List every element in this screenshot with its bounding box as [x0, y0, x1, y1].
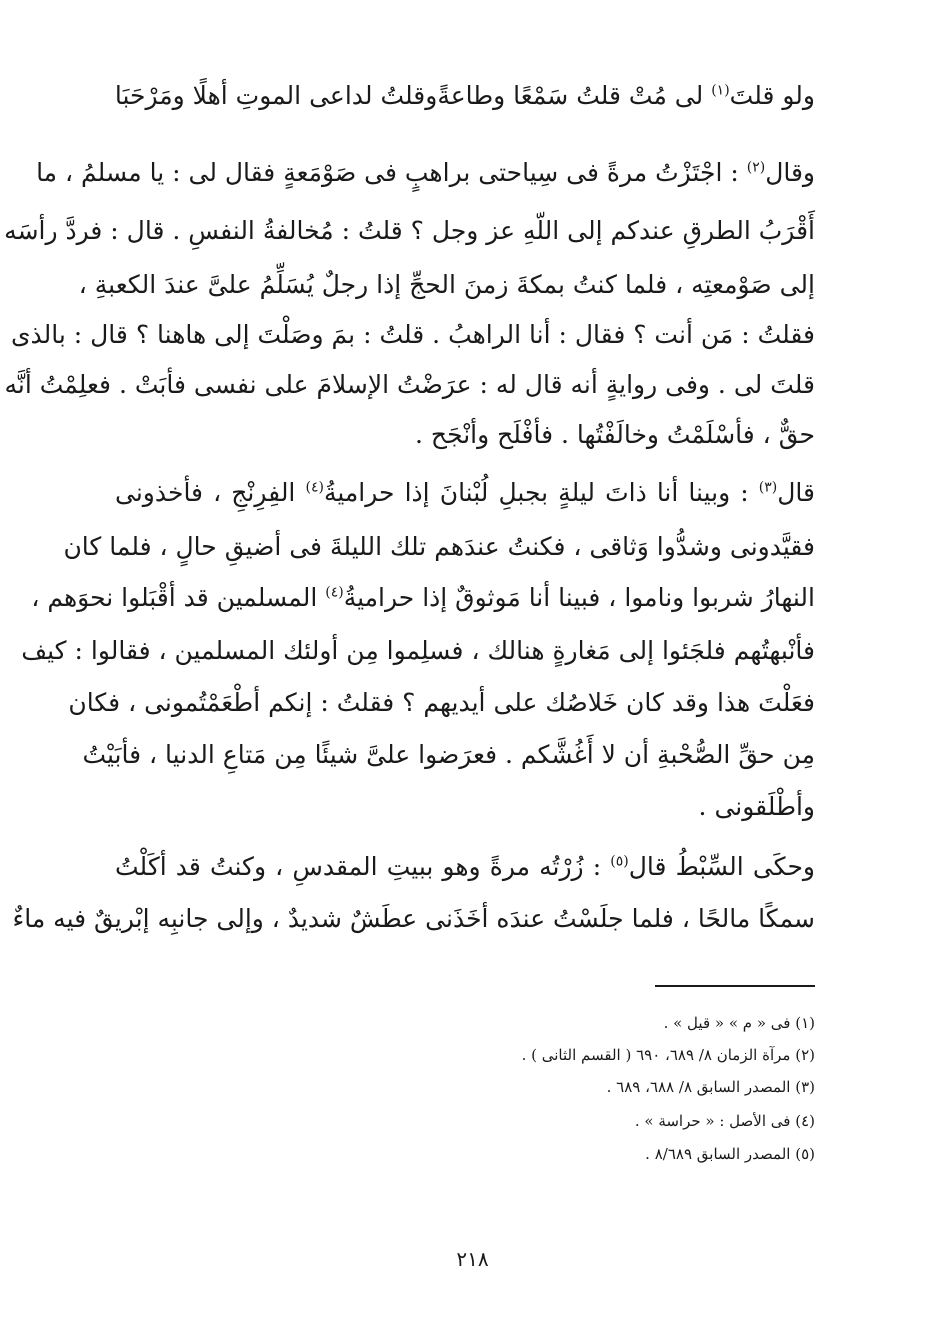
text-line: وحكَى السِّبْطُ قال$^{(٥)}$ : زُرْتُه مرةً وهو ببيتِ المقدسِ ، وكنتُ قد أكَلْتُ — [115, 852, 815, 881]
text-line: فقلتُ : مَن أنت ؟ فقال : أنا الراهبُ . قلتُ : بمَ وصَلْتَ إلى هاهنا ؟ قال : بالذى — [10, 320, 815, 349]
text-line: قال$^{(٣)}$ : وبينا أنا ذاتَ ليلةٍ بجبلِ لُبْنانَ إذا حراميةُ$^{(٤)}$ الفِرِنْجِ ، فأخذونى — [115, 478, 815, 507]
text-line: مِن حقِّ الصُّحْبةِ أن لا أَغُشَّكم . فعرَضوا علىَّ شيئًا مِن مَتاعِ الدنيا ، فأبَيْتُ — [82, 740, 815, 769]
text-line: سمكًا مالحًا ، فلما جلَسْتُ عندَه أخَذَنى عطَشٌ شديدٌ ، وإلى جانبِه إبْريقٌ فيه ماءٌ — [12, 904, 815, 933]
text-line: فأنْبهتُهم فلجَئوا إلى مَغارةٍ هنالك ، فسلِموا مِن أولئك المسلمين ، فقالوا : كيف — [21, 636, 815, 665]
footnote-separator — [655, 985, 815, 987]
text-line: فقيَّدونى وشدُّوا وَثاقى ، فكنتُ عندَهم تلك الليلةَ فى أضيقِ حالٍ ، فلما كان — [63, 532, 815, 561]
footnote-ref: (٤) — [325, 584, 344, 601]
text-line: وقال$^{(٢)}$ : اجْتَزْتُ مرةً فى سِياحتى براهبٍ فى صَوْمَعةٍ فقال لى : يا مسلمُ ، ما — [36, 158, 815, 187]
poetry-verse — [115, 70, 815, 120]
text-line: النهارُ شربوا وناموا ، فبينا أنا مَوثوقٌ إذا حراميةُ$^{(٤)}$ المسلمين قد أقْبَلوا نحوَهم ، — [31, 583, 815, 612]
text-line: قلتَ لى . وفى روايةٍ أنه قال له : عرَضْتُ الإسلامَ على نفسى فأبَتْ . فعلِمْتُ أنَّه — [4, 370, 815, 399]
footnote: (٣) المصدر السابق ٨/ ٦٨٨، ٦٨٩ . — [606, 1078, 815, 1096]
text-line: إلى صَوْمعتِه ، فلما كنتُ بمكةَ زمنَ الحجِّ إذا رجلٌ يُسَلِّمُ علىَّ عندَ الكعبةِ ، — [78, 270, 815, 299]
footnote-ref: (٣) — [758, 479, 778, 496]
footnote: (٢) مرآة الزمان ٨/ ٦٨٩، ٦٩٠ ( القسم الثانى ) . — [521, 1046, 815, 1064]
footnote-ref: (١) — [711, 82, 730, 99]
footnote-ref: (٢) — [746, 159, 766, 176]
text-line: حقٌّ ، فأسْلَمْتُ وخالَفْتُها . فأفْلَح وأنْجَح . — [415, 420, 815, 449]
footnote: (١) فى « م » « قيل » . — [663, 1014, 815, 1032]
footnote-ref: (٥) — [610, 853, 629, 870]
page-number: ٢١٨ — [456, 1247, 489, 1271]
verse-first-hemistich: ولو قلتَ$^{(١)}$ لى مُتْ قلتُ سَمْعًا وطاعةً — [437, 80, 815, 110]
footnote: (٥) المصدر السابق ٨/٦٨٩ . — [645, 1145, 815, 1163]
text-line: أَقْرَبُ الطرقِ عندكم إلى اللّهِ عز وجل ؟ قلتُ : مُخالفةُ النفسِ . قال : فردَّ رأسَه — [4, 216, 815, 245]
text-line: وأطْلَقونى . — [698, 792, 815, 821]
verse-second-hemistich: وقلتُ لداعى الموتِ أهلًا ومَرْحَبَا — [114, 80, 438, 110]
footnote: (٤) فى الأصل : « حراسة » . — [634, 1112, 815, 1130]
footnote-ref: (٤) — [305, 479, 324, 496]
text-line: فعَلْتَ هذا وقد كان خَلاصُك على أيديهم ؟ فقلتُ : إنكم أطْعَمْتُمونى ، فكان — [68, 688, 815, 717]
